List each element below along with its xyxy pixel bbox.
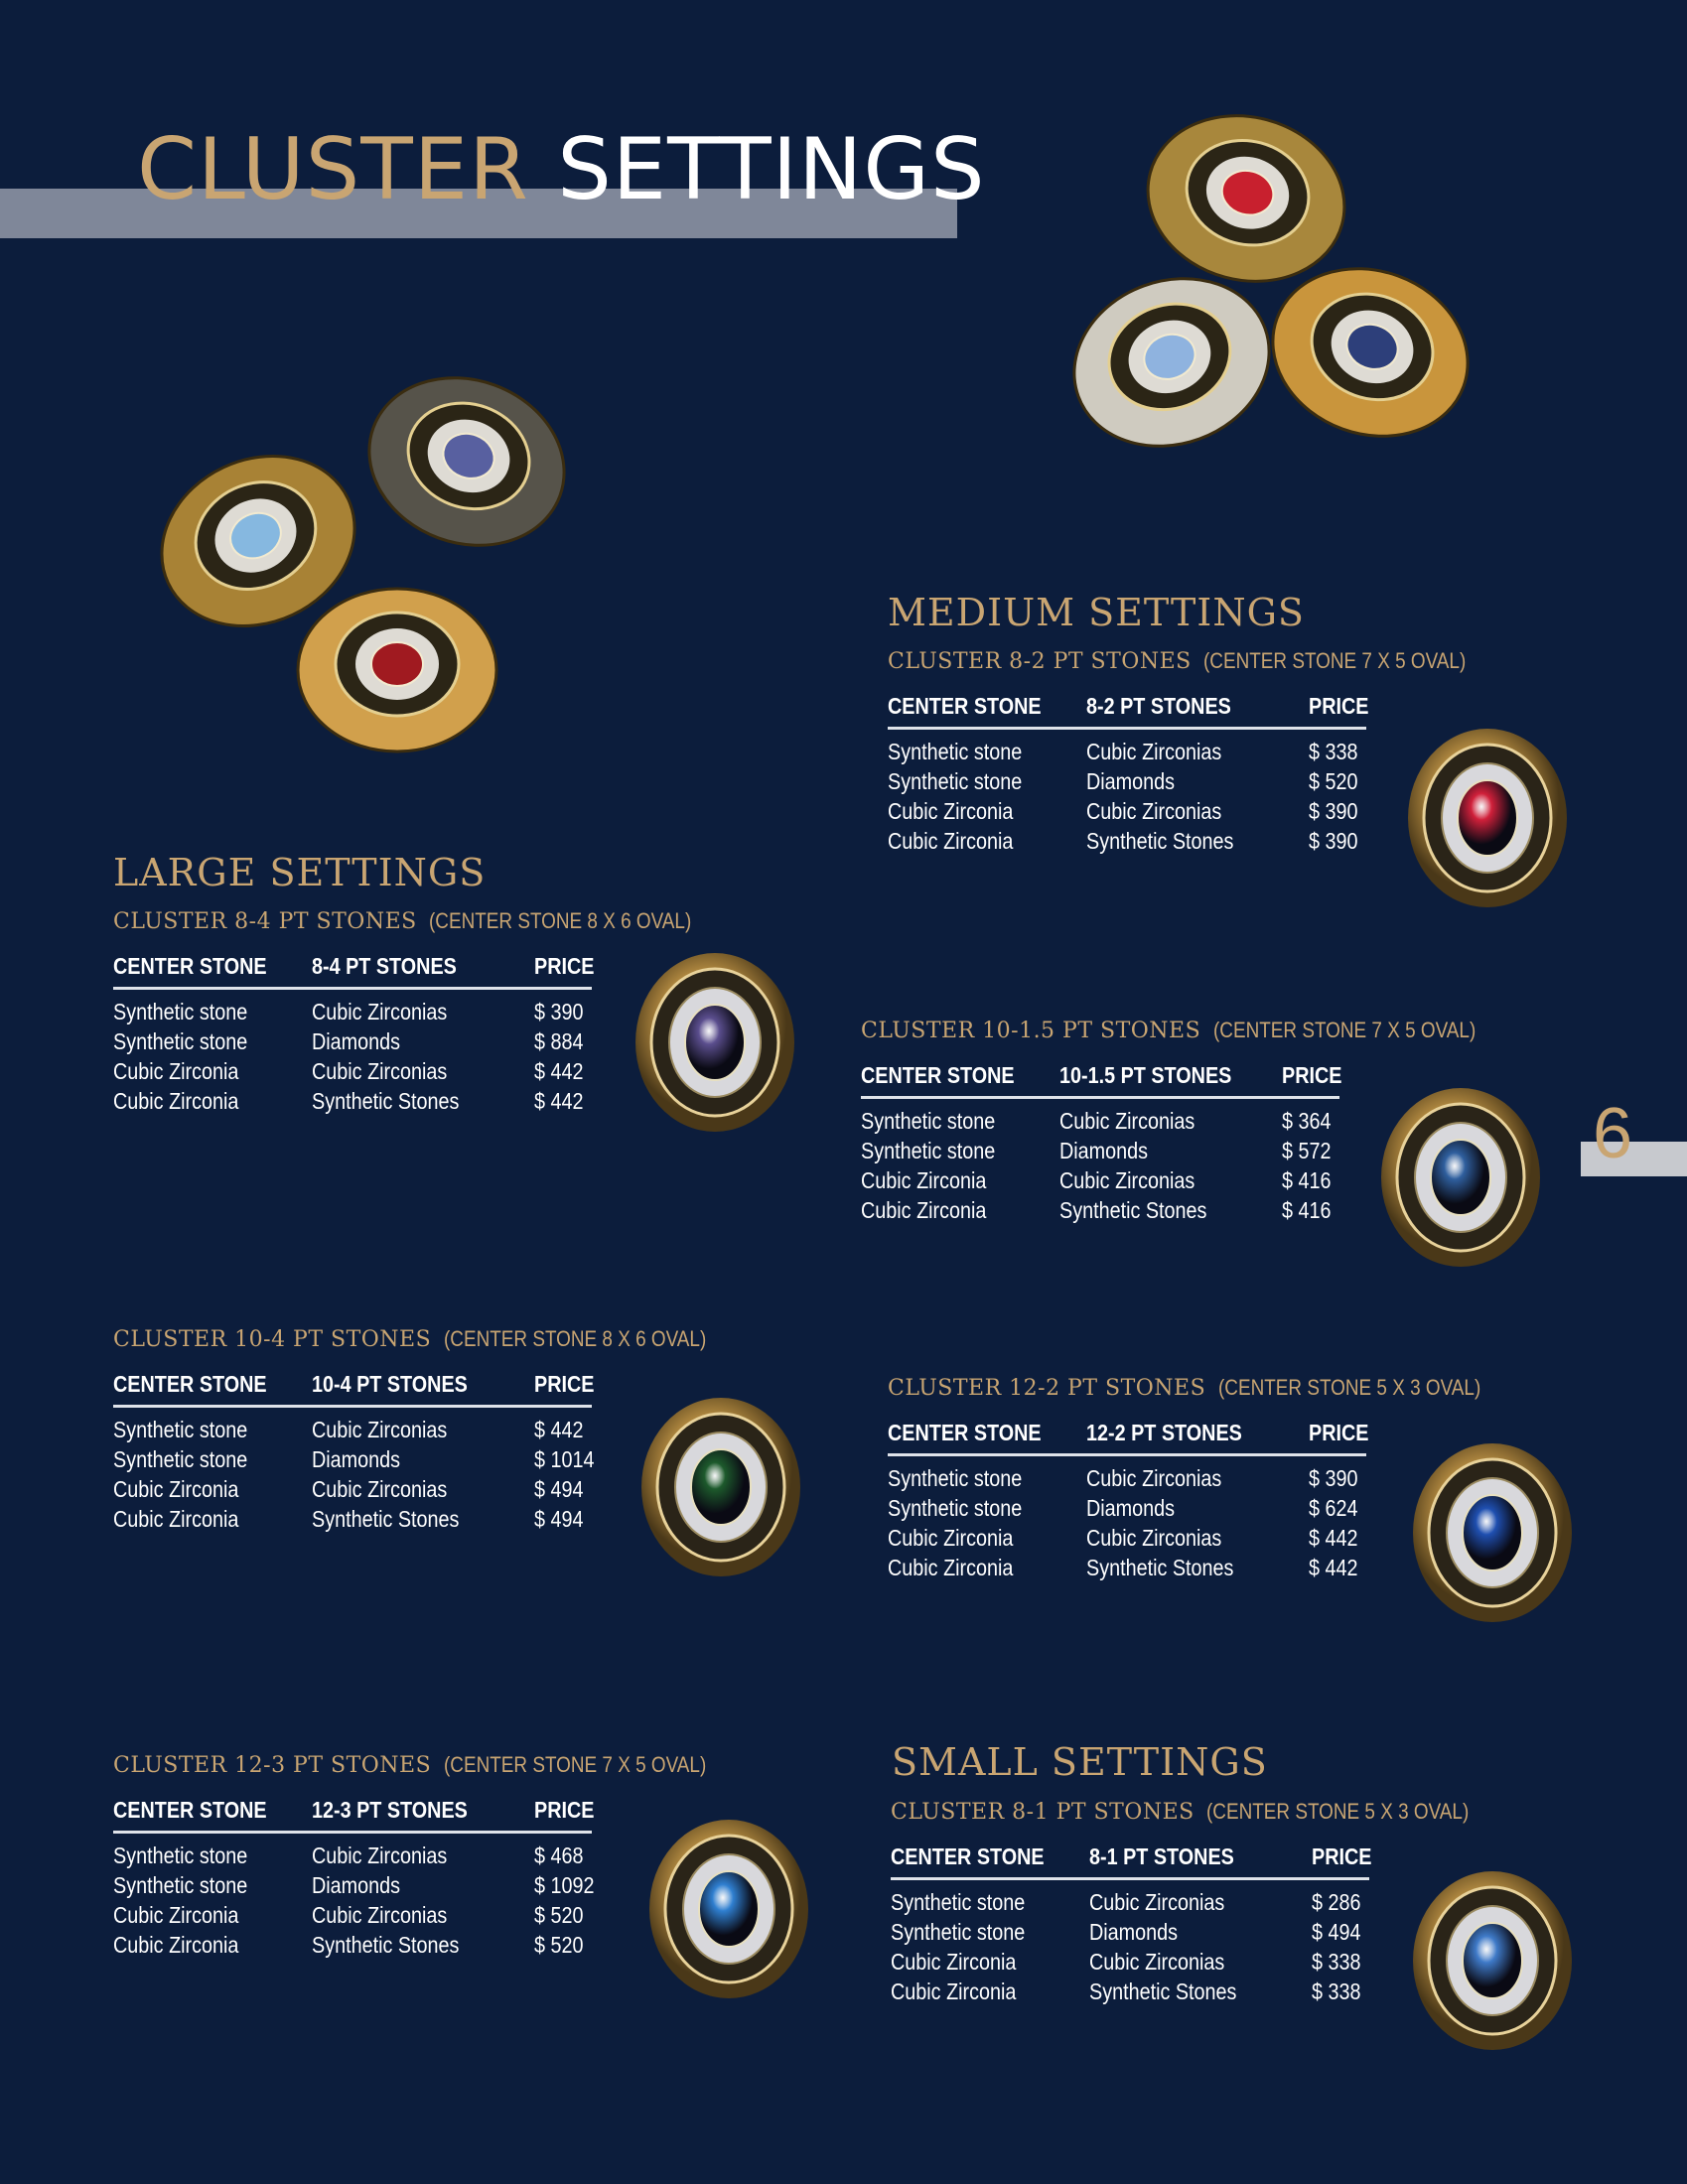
table-title: CLUSTER 12-3 PT STONES [113,1753,432,1778]
header-rule [861,1096,1339,1099]
cell-price: $ 494 [534,1506,584,1532]
cell-center-stone: Cubic Zirconia [888,1555,1014,1580]
price-table [113,1752,707,1962]
table-note: (CENTER STONE 8 X 6 OVAL) [443,1326,707,1351]
table-row [113,1088,630,1118]
table-row [113,1028,630,1058]
page-title-gold: CLUSTER [137,120,529,219]
section-title-small: SMALL SETTINGS [892,1740,1268,1784]
table-row [888,1525,1404,1555]
cell-side-stones: Synthetic Stones [312,1932,460,1958]
column-header: PRICE [534,1797,595,1823]
table-row [888,739,1404,768]
table-row [861,1138,1377,1167]
table-note: (CENTER STONE 7 X 5 OVAL) [1212,1018,1476,1042]
cell-center-stone: Synthetic stone [113,999,248,1024]
page-title-white: SETTINGS [557,120,986,219]
page-number: 6 [1593,1094,1633,1173]
cell-price: $ 390 [1309,828,1358,854]
cell-side-stones: Cubic Zirconias [1086,739,1222,764]
cell-price: $ 1014 [534,1446,595,1472]
cell-center-stone: Synthetic stone [113,1446,248,1472]
column-header: 12-3 PT STONES [312,1797,468,1823]
cell-center-stone: Synthetic stone [113,1417,248,1442]
cell-center-stone: Synthetic stone [113,1028,248,1054]
cell-center-stone: Cubic Zirconia [113,1088,239,1114]
cell-side-stones: Cubic Zirconias [1086,1525,1222,1551]
table-row [113,999,630,1028]
table-heading [861,1018,1476,1046]
table-row [888,1555,1404,1584]
table-body [113,999,630,1118]
table-row [888,1465,1404,1495]
ring-image [1408,1438,1577,1627]
column-header: PRICE [1312,1843,1372,1869]
cell-center-stone: Cubic Zirconia [888,828,1014,854]
column-header: CENTER STONE [891,1843,1045,1869]
cell-price: $ 442 [534,1088,584,1114]
table-body [113,1417,630,1536]
table-heading [113,1752,707,1781]
ring-image [1376,1083,1545,1272]
cell-side-stones: Synthetic Stones [1086,828,1234,854]
cell-side-stones: Diamonds [1086,768,1176,794]
cell-side-stones: Synthetic Stones [1089,1979,1237,2004]
cell-price: $ 572 [1282,1138,1332,1163]
ring-image [636,1393,805,1581]
cell-side-stones: Cubic Zirconias [1086,798,1222,824]
table-row [113,1446,630,1476]
column-header: 12-2 PT STONES [1086,1420,1242,1445]
cell-center-stone: Cubic Zirconia [113,1058,239,1084]
column-header: 8-2 PT STONES [1086,693,1231,719]
table-heading [888,1375,1481,1404]
table-row [891,1949,1407,1979]
cell-side-stones: Cubic Zirconias [312,999,448,1024]
table-note: (CENTER STONE 8 X 6 OVAL) [429,908,692,933]
column-header: 8-1 PT STONES [1089,1843,1234,1869]
table-header [888,687,1404,725]
cell-center-stone: Cubic Zirconia [888,798,1014,824]
cell-price: $ 494 [1312,1919,1361,1945]
cell-center-stone: Synthetic stone [888,768,1023,794]
table-note: (CENTER STONE 5 X 3 OVAL) [1206,1799,1470,1824]
table-header [891,1838,1407,1875]
price-table [888,1375,1481,1584]
column-header: PRICE [1309,1420,1369,1445]
table-row [861,1167,1377,1197]
table-header [113,1791,630,1829]
table-row [113,1843,630,1872]
cell-center-stone: Cubic Zirconia [113,1902,239,1928]
cell-center-stone: Cubic Zirconia [113,1932,239,1958]
table-row [888,798,1404,828]
table-row [891,1889,1407,1919]
cell-side-stones: Cubic Zirconias [312,1476,448,1502]
table-title: CLUSTER 8-4 PT STONES [113,909,417,934]
column-header: 8-4 PT STONES [312,953,457,979]
cell-side-stones: Synthetic Stones [312,1506,460,1532]
cell-price: $ 624 [1309,1495,1358,1521]
cell-price: $ 286 [1312,1889,1361,1915]
header-rule [113,1831,592,1834]
ring-image [1403,724,1572,912]
cell-price: $ 520 [534,1932,584,1958]
cell-center-stone: Cubic Zirconia [891,1979,1017,2004]
header-rule [113,1405,592,1408]
cell-side-stones: Cubic Zirconias [312,1058,448,1084]
price-table [888,648,1467,858]
ring-image [1408,1866,1577,2055]
cell-price: $ 390 [534,999,584,1024]
cell-price: $ 884 [534,1028,584,1054]
cell-price: $ 442 [534,1417,584,1442]
table-row [113,1506,630,1536]
cell-price: $ 338 [1309,739,1358,764]
cell-side-stones: Cubic Zirconias [312,1902,448,1928]
price-table [113,908,692,1118]
cell-price: $ 364 [1282,1108,1332,1134]
table-row [891,1919,1407,1949]
table-header [888,1414,1404,1451]
table-row [113,1932,630,1962]
cell-side-stones: Diamonds [312,1872,401,1898]
cell-price: $ 390 [1309,1465,1358,1491]
cell-center-stone: Cubic Zirconia [113,1476,239,1502]
cell-center-stone: Synthetic stone [888,739,1023,764]
table-title: CLUSTER 12-2 PT STONES [888,1376,1206,1401]
cell-side-stones: Cubic Zirconias [312,1843,448,1868]
ring-image [631,948,799,1137]
cell-price: $ 1092 [534,1872,595,1898]
cell-side-stones: Cubic Zirconias [1089,1949,1225,1975]
table-body [861,1108,1377,1227]
cell-price: $ 338 [1312,1949,1361,1975]
price-table [861,1018,1476,1227]
table-body [113,1843,630,1962]
table-heading [113,908,692,937]
table-row [888,828,1404,858]
cell-price: $ 416 [1282,1197,1332,1223]
cell-center-stone: Cubic Zirconia [861,1197,987,1223]
cell-center-stone: Synthetic stone [861,1108,996,1134]
table-body [888,1465,1404,1584]
header-rule [888,727,1366,730]
table-note: (CENTER STONE 7 X 5 OVAL) [443,1752,707,1777]
table-body [888,739,1404,858]
cell-price: $ 416 [1282,1167,1332,1193]
column-header: CENTER STONE [113,953,267,979]
cell-side-stones: Synthetic Stones [312,1088,460,1114]
column-header: PRICE [1282,1062,1342,1088]
cell-center-stone: Synthetic stone [891,1889,1026,1915]
table-heading [891,1799,1470,1828]
price-table [891,1799,1470,2008]
table-row [113,1476,630,1506]
cell-side-stones: Cubic Zirconias [312,1417,448,1442]
table-title: CLUSTER 10-1.5 PT STONES [861,1019,1201,1043]
table-row [113,1417,630,1446]
section-title-medium: MEDIUM SETTINGS [888,591,1305,634]
cell-center-stone: Synthetic stone [861,1138,996,1163]
table-row [113,1872,630,1902]
cell-side-stones: Diamonds [1089,1919,1179,1945]
cell-side-stones: Synthetic Stones [1059,1197,1207,1223]
header-rule [113,987,592,990]
cell-side-stones: Cubic Zirconias [1086,1465,1222,1491]
ring-image [644,1815,813,2003]
cell-price: $ 442 [534,1058,584,1084]
table-header [113,1365,630,1403]
cell-price: $ 494 [534,1476,584,1502]
ring-photo-left-group [149,352,586,769]
cell-side-stones: Diamonds [1086,1495,1176,1521]
header-rule [891,1877,1369,1880]
cell-center-stone: Synthetic stone [888,1495,1023,1521]
ring-photo-top-group [1053,99,1489,477]
cell-side-stones: Cubic Zirconias [1059,1167,1195,1193]
table-row [891,1979,1407,2008]
cell-side-stones: Cubic Zirconias [1059,1108,1195,1134]
cell-center-stone: Cubic Zirconia [113,1506,239,1532]
table-header [861,1056,1377,1094]
price-table [113,1326,707,1536]
header-rule [888,1453,1366,1456]
cell-center-stone: Synthetic stone [891,1919,1026,1945]
table-row [861,1197,1377,1227]
table-row [861,1108,1377,1138]
column-header: CENTER STONE [113,1371,267,1397]
column-header: PRICE [1309,693,1369,719]
cell-price: $ 442 [1309,1555,1358,1580]
cell-price: $ 468 [534,1843,584,1868]
cell-price: $ 338 [1312,1979,1361,2004]
table-title: CLUSTER 8-1 PT STONES [891,1800,1195,1825]
cell-price: $ 520 [534,1902,584,1928]
table-row [113,1902,630,1932]
cell-price: $ 520 [1309,768,1358,794]
column-header: CENTER STONE [888,693,1042,719]
table-note: (CENTER STONE 5 X 3 OVAL) [1217,1375,1481,1400]
table-row [113,1058,630,1088]
table-note: (CENTER STONE 7 X 5 OVAL) [1203,648,1467,673]
column-header: CENTER STONE [113,1797,267,1823]
table-body [891,1889,1407,2008]
cell-center-stone: Cubic Zirconia [861,1167,987,1193]
cell-side-stones: Diamonds [312,1446,401,1472]
column-header: CENTER STONE [861,1062,1015,1088]
column-header: 10-4 PT STONES [312,1371,468,1397]
table-row [888,768,1404,798]
cell-center-stone: Synthetic stone [113,1872,248,1898]
table-heading [113,1326,707,1355]
table-title: CLUSTER 8-2 PT STONES [888,649,1192,674]
cell-side-stones: Synthetic Stones [1086,1555,1234,1580]
cell-price: $ 442 [1309,1525,1358,1551]
column-header: PRICE [534,953,595,979]
page-title [137,120,986,219]
cell-center-stone: Cubic Zirconia [888,1525,1014,1551]
cell-center-stone: Synthetic stone [113,1843,248,1868]
table-row [888,1495,1404,1525]
cell-side-stones: Diamonds [1059,1138,1149,1163]
cell-center-stone: Synthetic stone [888,1465,1023,1491]
cell-price: $ 390 [1309,798,1358,824]
table-header [113,947,630,985]
column-header: 10-1.5 PT STONES [1059,1062,1232,1088]
table-title: CLUSTER 10-4 PT STONES [113,1327,432,1352]
column-header: CENTER STONE [888,1420,1042,1445]
cell-side-stones: Diamonds [312,1028,401,1054]
column-header: PRICE [534,1371,595,1397]
cell-center-stone: Cubic Zirconia [891,1949,1017,1975]
section-title-large: LARGE SETTINGS [113,851,487,894]
table-heading [888,648,1467,677]
cell-side-stones: Cubic Zirconias [1089,1889,1225,1915]
